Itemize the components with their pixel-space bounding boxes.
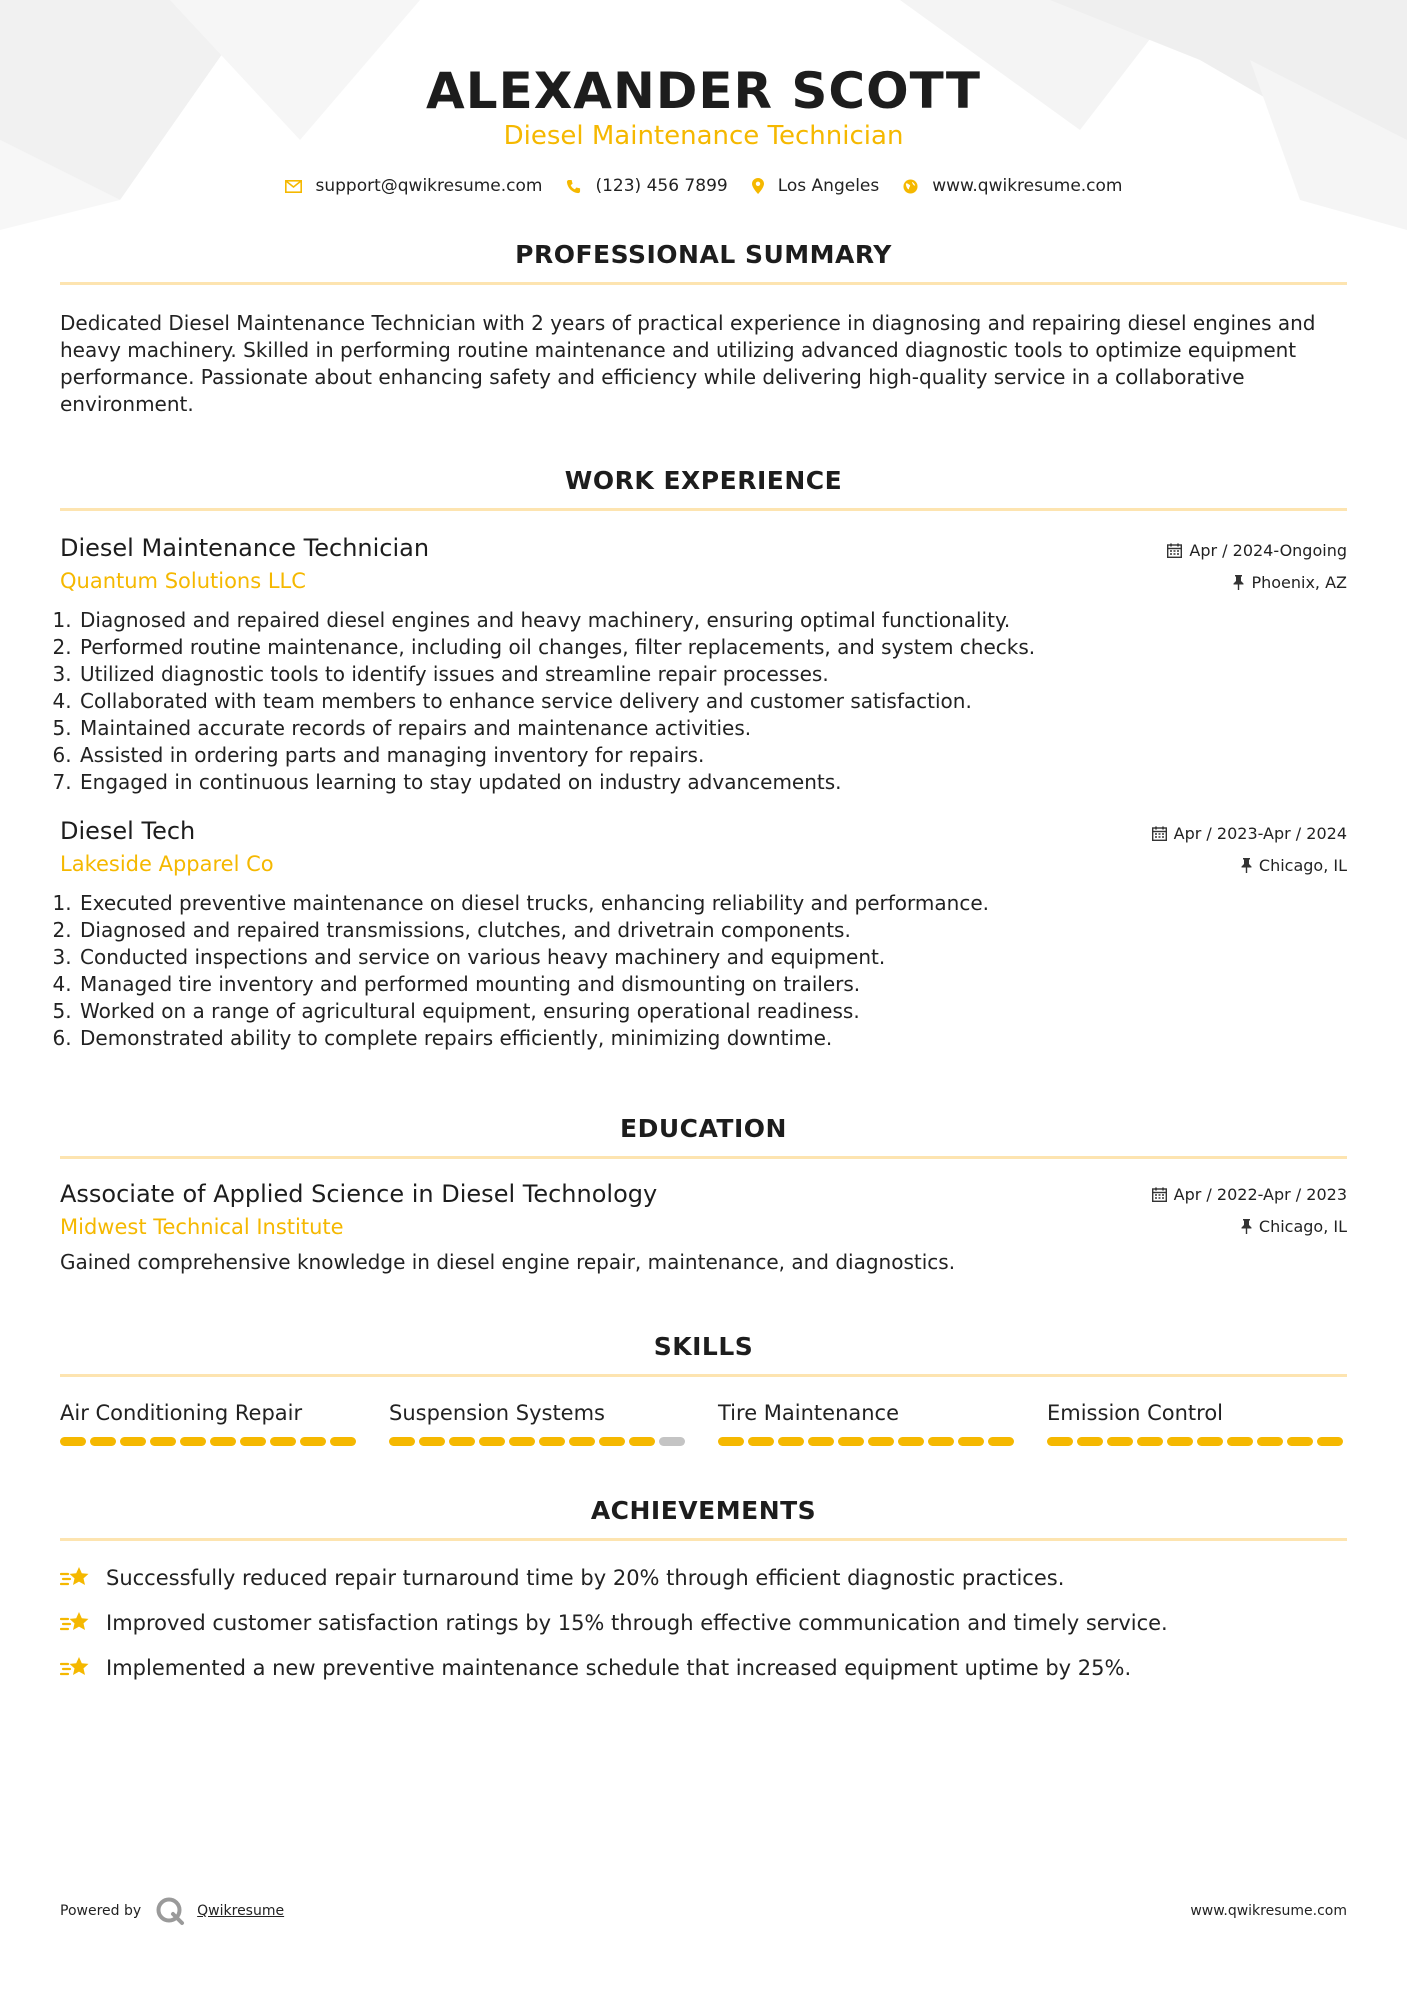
calendar-icon (1167, 543, 1182, 558)
list-item: 2. Diagnosed and repaired transmissions, clutches, and drivetrain components. (78, 917, 1347, 944)
skill-dot-filled (330, 1437, 356, 1446)
contact-email[interactable] (285, 176, 543, 196)
skill-item (60, 1399, 360, 1446)
skill-dot-filled (1077, 1437, 1103, 1446)
skill-dot-filled (1047, 1437, 1073, 1446)
skill-dot-filled (90, 1437, 116, 1446)
skill-item (718, 1399, 1018, 1446)
powered-by (60, 1896, 284, 1926)
list-item: 5. Worked on a range of agricultural equipment, ensuring operational readiness. (78, 998, 1347, 1025)
skills-section (60, 1332, 1347, 1446)
skill-dot-filled (479, 1437, 505, 1446)
skill-dot-filled (868, 1437, 894, 1446)
candidate-title: Diesel Maintenance Technician (503, 121, 904, 151)
skill-dot-filled (808, 1437, 834, 1446)
pushpin-icon (1233, 575, 1244, 590)
section-heading: WORK EXPERIENCE (564, 466, 843, 495)
section-divider (60, 1538, 1347, 1541)
skill-dot-filled (539, 1437, 565, 1446)
achievements-section (60, 1496, 1347, 1690)
summary-text: Dedicated Diesel Maintenance Technician with 2 years of practical experience in diagnosing and repairing diesel engines and heavy machinery. Skilled in performing routine maintenance and utilizing advanced diagnostic tools to optimize equipment performance. Passionate about enhancing safety and efficiency while delivering high-quality service in a collaborative environment. (60, 311, 1316, 416)
education-dates: Apr / 2022-Apr / 2023 (1173, 1184, 1347, 1204)
email-text: support@qwikresume.com (315, 176, 543, 196)
contact-phone[interactable] (566, 176, 727, 196)
skill-level-meter (718, 1437, 1018, 1446)
powered-by-label: Powered by (60, 1903, 142, 1919)
calendar-icon (1152, 1187, 1167, 1202)
brand-link[interactable]: Qwikresume (197, 1903, 285, 1919)
achievement-text: Improved customer satisfaction ratings by 15% through effective communication and timely service. (106, 1610, 1168, 1635)
summary-section (60, 240, 1347, 418)
degree-title: Associate of Applied Science in Diesel Technology (60, 1180, 658, 1208)
contact-location (752, 176, 880, 196)
list-item: 4. Collaborated with team members to enhance service delivery and customer satisfaction. (78, 688, 1347, 715)
shooting-star-icon (60, 1565, 92, 1591)
job-title: Diesel Tech (60, 817, 196, 845)
skill-dot-filled (1107, 1437, 1133, 1446)
list-item: 6. Assisted in ordering parts and managing inventory for repairs. (78, 742, 1347, 769)
location-text: Los Angeles (777, 176, 880, 196)
skill-dot-filled (1197, 1437, 1223, 1446)
skill-dot-filled (1137, 1437, 1163, 1446)
achievement-item (60, 1645, 1347, 1690)
candidate-name: ALEXANDER SCOTT (426, 62, 981, 120)
resume-header (60, 0, 1347, 196)
list-item: 5. Maintained accurate records of repairs and maintenance activities. (78, 715, 1347, 742)
section-divider (60, 508, 1347, 511)
skill-dot-filled (1227, 1437, 1253, 1446)
list-item: 3. Utilized diagnostic tools to identify issues and streamline repair processes. (78, 661, 1347, 688)
skill-dot-filled (1317, 1437, 1343, 1446)
achievement-item (60, 1600, 1347, 1645)
skill-name: Emission Control (1047, 1401, 1224, 1425)
skill-dot-filled (509, 1437, 535, 1446)
job-entry (60, 816, 1347, 1052)
skill-dot-filled (449, 1437, 475, 1446)
list-item: 1. Diagnosed and repaired diesel engines and heavy machinery, ensuring optimal functionality. (78, 607, 1347, 634)
pushpin-icon (1241, 858, 1252, 873)
achievement-item (60, 1555, 1347, 1600)
skill-dot-filled (778, 1437, 804, 1446)
globe-icon (903, 179, 918, 194)
skill-dot-empty (659, 1437, 685, 1446)
section-heading: ACHIEVEMENTS (590, 1496, 817, 1525)
job-dates: Apr / 2023-Apr / 2024 (1173, 823, 1347, 843)
experience-section (60, 466, 1347, 1052)
qwikresume-logo-icon (155, 1896, 185, 1926)
skill-level-meter (1047, 1437, 1347, 1446)
achievement-text: Implemented a new preventive maintenance schedule that increased equipment uptime by 25%. (106, 1655, 1132, 1680)
website-text: www.qwikresume.com (932, 176, 1123, 196)
shooting-star-icon (60, 1655, 92, 1681)
footer-website-link[interactable]: www.qwikresume.com (1190, 1903, 1347, 1919)
skill-dot-filled (300, 1437, 326, 1446)
company-name: Lakeside Apparel Co (60, 852, 274, 876)
skill-level-meter (60, 1437, 360, 1446)
job-responsibilities (60, 607, 1347, 796)
achievement-text: Successfully reduced repair turnaround time by 20% through efficient diagnostic practices. (106, 1565, 1065, 1590)
skill-item (1047, 1399, 1347, 1446)
contact-website[interactable] (903, 176, 1122, 196)
skill-name: Tire Maintenance (718, 1401, 900, 1425)
skill-dot-filled (718, 1437, 744, 1446)
skill-dot-filled (748, 1437, 774, 1446)
list-item: 4. Managed tire inventory and performed mounting and dismounting on trailers. (78, 971, 1347, 998)
section-divider (60, 1156, 1347, 1159)
section-heading: SKILLS (653, 1332, 754, 1361)
skill-dot-filled (180, 1437, 206, 1446)
job-responsibilities (60, 890, 1347, 1052)
skill-dot-filled (419, 1437, 445, 1446)
job-location: Phoenix, AZ (1251, 572, 1347, 592)
skill-dot-filled (988, 1437, 1014, 1446)
skill-level-meter (389, 1437, 689, 1446)
skill-dot-filled (1257, 1437, 1283, 1446)
skill-dot-filled (629, 1437, 655, 1446)
map-pin-icon (752, 178, 764, 194)
skill-dot-filled (599, 1437, 625, 1446)
section-divider (60, 1374, 1347, 1377)
list-item: 3. Conducted inspections and service on various heavy machinery and equipment. (78, 944, 1347, 971)
contact-bar (60, 176, 1347, 196)
skill-dot-filled (1167, 1437, 1193, 1446)
phone-text: (123) 456 7899 (595, 176, 728, 196)
skill-name: Air Conditioning Repair (60, 1401, 303, 1425)
list-item: 1. Executed preventive maintenance on diesel trucks, enhancing reliability and performance. (78, 890, 1347, 917)
education-description: Gained comprehensive knowledge in diesel engine repair, maintenance, and diagnostics. (60, 1250, 956, 1274)
education-location: Chicago, IL (1258, 1216, 1347, 1236)
section-heading: EDUCATION (620, 1114, 787, 1143)
skill-dot-filled (60, 1437, 86, 1446)
list-item: 6. Demonstrated ability to complete repairs efficiently, minimizing downtime. (78, 1025, 1347, 1052)
shooting-star-icon (60, 1610, 92, 1636)
skill-dot-filled (838, 1437, 864, 1446)
list-item: 2. Performed routine maintenance, including oil changes, filter replacements, and system checks. (78, 634, 1347, 661)
phone-icon (566, 179, 581, 194)
skill-dot-filled (1287, 1437, 1313, 1446)
skill-dot-filled (150, 1437, 176, 1446)
job-title: Diesel Maintenance Technician (60, 534, 430, 562)
skill-dot-filled (898, 1437, 924, 1446)
job-entry (60, 533, 1347, 796)
skill-dot-filled (569, 1437, 595, 1446)
skill-item (389, 1399, 689, 1446)
education-entry (60, 1179, 1347, 1276)
skill-dot-filled (210, 1437, 236, 1446)
skill-dot-filled (958, 1437, 984, 1446)
skill-dot-filled (120, 1437, 146, 1446)
pushpin-icon (1241, 1219, 1252, 1234)
skill-dot-filled (240, 1437, 266, 1446)
education-section (60, 1114, 1347, 1276)
skill-dot-filled (389, 1437, 415, 1446)
section-heading: PROFESSIONAL SUMMARY (515, 240, 892, 269)
skill-dot-filled (928, 1437, 954, 1446)
page-footer (60, 1896, 1347, 1926)
list-item: 7. Engaged in continuous learning to stay updated on industry advancements. (78, 769, 1347, 796)
section-divider (60, 282, 1347, 285)
school-name: Midwest Technical Institute (60, 1215, 344, 1239)
skill-name: Suspension Systems (389, 1401, 605, 1425)
company-name: Quantum Solutions LLC (60, 569, 306, 593)
envelope-icon (285, 180, 302, 193)
calendar-icon (1152, 826, 1167, 841)
job-dates: Apr / 2024-Ongoing (1189, 540, 1347, 560)
skill-dot-filled (270, 1437, 296, 1446)
job-location: Chicago, IL (1258, 855, 1347, 875)
